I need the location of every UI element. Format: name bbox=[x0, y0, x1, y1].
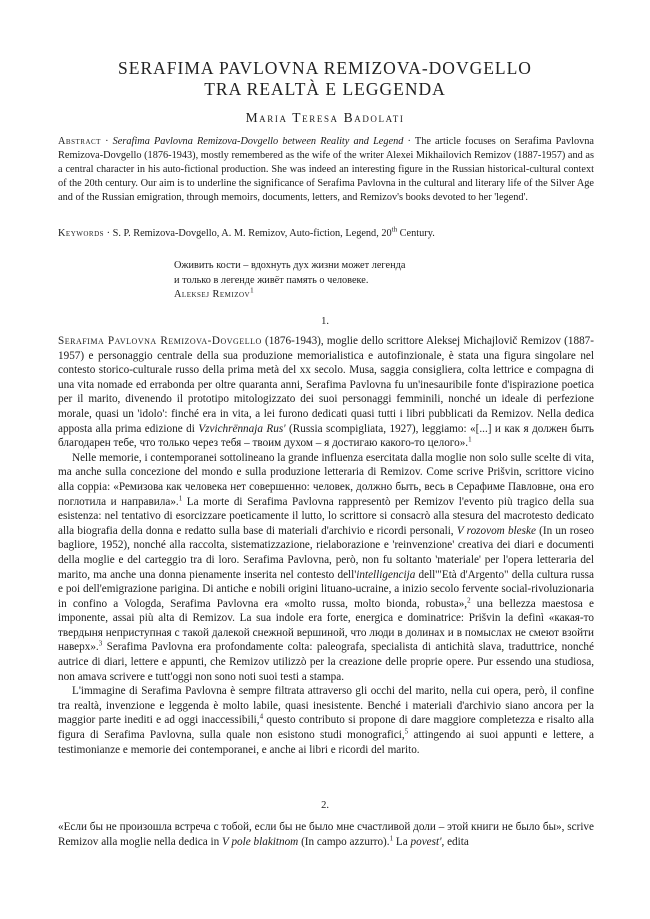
text: questo contributo si propone di dare maggiore completezza e risalto alla figura di Serafima Pavlovna, sulla quale non esistono studi monografici, bbox=[58, 714, 594, 742]
italic-title: V pole blakitnom bbox=[222, 835, 299, 848]
abstract: Abstract · Serafima Pavlovna Remizova-Dovgello between Reality and Legend · The article focuses on Serafima Pavlovna Remizova-Dovgello (1876-1943), mostly remembered as the wife of the writer Alexei Mikhailovich Remizov (1887-1957) and as a central character in his auto-fictional production. She was indeed an interesting figure in the Russian historical-cultural context of the 20th century. Our aim is to underline the significance of Serafima Pavlovna in the cultural and literary life of the Silver Age and of the Russian emigration, through memoirs, documents, letters, and Remizov's books devoted to her 'legend'. bbox=[58, 136, 594, 203]
text: (In un roseo bagliore, 1952), nonché alla raccolta, sistematizzazione, rielaborazione e 'reinvenzione' creativa dei diari e documenti della moglie e del carteggio tra di loro. Serafima Pavlovna, però, non fu soltanto 'materiale' per l'opera letteraria del marito, ma anche una donna pienamente inserita nel contesto dell' bbox=[58, 524, 594, 581]
epigraph-attribution bbox=[174, 288, 494, 303]
keywords-text: S. P. Remizova-Dovgello, A. M. Remizov, Auto-fiction, Legend, 20 bbox=[112, 228, 392, 239]
paragraph-3 bbox=[58, 684, 594, 757]
footnote-ref: 2 bbox=[467, 595, 471, 604]
text: , edita bbox=[441, 835, 469, 848]
section-2-body bbox=[58, 820, 594, 849]
keywords-tail: Century. bbox=[397, 228, 435, 239]
text: attingendo ai suoi appunti e lettere, a testimonianze e memorie dei contemporanei, e anche ai libri e ricordi del marito. bbox=[58, 729, 594, 756]
epigraph-line-1: Оживить кости – вдохнуть дух жизни может легенда bbox=[174, 260, 406, 271]
epigraph bbox=[174, 259, 494, 303]
text: (1876-1943), moglie dello scrittore Aleksej Michajlovič Remizov (1887-1957) e personaggio centrale della sua produzione memorialistica e autofinzionale, è stata una figura singolare nel contesto storico-culturale russo della prima metà del xx secolo. Musa, saggia consigliera, colta lettrice e compagna di una vita nomade ed errabonda per oltre quaranta anni, Serafima Pavlovna fu un'inesauribile fonte d'ispirazione poetica per il marito, divenendo il prototipo mitologizzato dei suoi personaggi femminili, nonché un ideale di perfezione morale, quasi un 'idolo': finché era in vita, a lei furono dedicati quasi tutti i libri pubblicati da Remizov. Nella dedica apposta alla prima edizione di bbox=[58, 335, 595, 435]
italic-term: intelligencija bbox=[356, 568, 416, 581]
text: «Если бы не произошла встреча с тобой, если бы не было мне счастливой доли – этой книги не было бы», scrive Remizov alla moglie nella dedica in bbox=[58, 821, 594, 848]
footnote-ref: 1 bbox=[250, 286, 254, 295]
keywords: Keywords · S. P. Remizova-Dovgello, A. M. Remizov, Auto-fiction, Legend, 20th Century. bbox=[58, 225, 435, 239]
text: Nelle memorie, i contemporanei sottolineano la grande influenza esercitata dalla moglie non solo sulle scelte di vita, ma anche sulla concezione del mondo e sulla produzione letteraria di Remizov. Come scrive Prišvin, scrittore vicino alla coppia: «Ремизова как человека нет совершенно: человек, должно быть, весь в Серафиме Павловне, она его поглотила и направила». bbox=[58, 451, 594, 508]
section-number-1: 1. bbox=[321, 316, 329, 327]
abstract-text: The article focuses on Serafima Pavlovna Remizova-Dovgello (1876-1943), mostly remembered as the wife of the writer Alexei Mikhailovich Remizov (1887-1957) and as a central character in his auto-fictional production. She was indeed an interesting figure in the Russian historical-cultural context of the 20th century. Our aim is to underline the significance of Serafima Pavlovna in the cultural and literary life of the Silver Age and of the Russian emigration, through memoirs, documents, letters, and Remizov's books devoted to her 'legend'. bbox=[58, 136, 594, 203]
footnote-ref: 1 bbox=[468, 435, 472, 444]
text: (Russia scompigliata, 1927), leggiamo: «[...] и как я должен быть благодарен тебе, что только через тебя – твоим духом – я достигаю какого-то целого». bbox=[58, 422, 595, 450]
footnote-ref: 1 bbox=[178, 493, 183, 502]
author-name: Maria Teresa Badolati bbox=[245, 110, 405, 125]
italic-term: povest' bbox=[410, 835, 442, 848]
article-title bbox=[0, 58, 650, 100]
title-line-2: TRA REALTÀ E LEGGENDA bbox=[204, 79, 446, 99]
italic-title: V rozovom bleske bbox=[456, 524, 536, 537]
footnote-ref: 4 bbox=[259, 712, 264, 721]
lead-name: Serafima Pavlovna Remizova-Dovgello bbox=[58, 335, 262, 347]
text: La bbox=[393, 835, 411, 848]
text: Serafima Pavlovna era profondamente colta: paleografa, specialista di antichità slava, traduttrice, nonché autrice di diari, lettere e appunti, che Remizov utilizzò per la creazione delle proprie opere. Pur essendo una studiosa, non amava scrivere e tutt'oggi non sono noti suoi testi a stampa. bbox=[58, 641, 594, 683]
italic-title: Vzvichrënnaja Rus' bbox=[198, 422, 286, 435]
text: dell'"Età d'Argento" della cultura russa e poi dell'emigrazione parigina. Di antiche e nobili origini lituano-ucraine, a inizio secolo fervente social-rivoluzionaria in confino a Vologda, Serafima Pavlovna era «molto russa, molto bionda, robusta», bbox=[58, 568, 594, 610]
text: (In campo azzurro). bbox=[298, 835, 390, 848]
title-line-1: SERAFIMA PAVLOVNA REMIZOVA-DOVGELLO bbox=[118, 58, 532, 78]
abstract-label: Abstract bbox=[58, 136, 101, 147]
footnote-ref: 3 bbox=[98, 639, 103, 648]
section-number-2: 2. bbox=[321, 800, 329, 811]
epigraph-line-2: и только в легенде живёт память о человеке. bbox=[174, 274, 369, 286]
text: una bellezza maestosa e imponente, assai più alta di Remizov. La sua indole era forte, energica e dominatrice: Prišvin la definì «какая-то твердыня неприступная с такой далекой снежной вершиной, что люди в долинах и в помыслах не смеют взойти наверх». bbox=[58, 597, 595, 654]
text: L'immagine di Serafima Pavlovna è sempre filtrata attraverso gli occhi del marito, nella cui opera, però, il confine tra realtà, invenzione e leggenda è molto labile, quasi inesistente. Benché i materiali d'archivio siano ancora per la maggior parte inediti e ad oggi inaccessibili, bbox=[58, 685, 594, 727]
paragraph-2 bbox=[58, 451, 594, 685]
paragraph-4 bbox=[58, 820, 594, 849]
footnote-ref: 1 bbox=[389, 833, 394, 842]
section-1-body bbox=[58, 334, 594, 757]
text: La morte di Serafima Pavlovna rappresentò per Remizov l'evento più tragico della sua esistenza: nel tentativo di esorcizzare poeticamente il lutto, lo scrittore si consacrò alla stesura del macrotesto dedicato alla biografia della donna e redatto sulla base di materiali d'archivio e ricordi personali, bbox=[58, 495, 594, 537]
paragraph-1 bbox=[58, 334, 594, 451]
keywords-sup: th bbox=[391, 225, 398, 234]
keywords-label: Keywords bbox=[58, 228, 105, 239]
footnote-ref: 5 bbox=[404, 727, 409, 736]
epigraph-author: Aleksej Remizov bbox=[174, 289, 251, 300]
abstract-title: Serafima Pavlovna Remizova-Dovgello between Reality and Legend bbox=[112, 136, 404, 147]
